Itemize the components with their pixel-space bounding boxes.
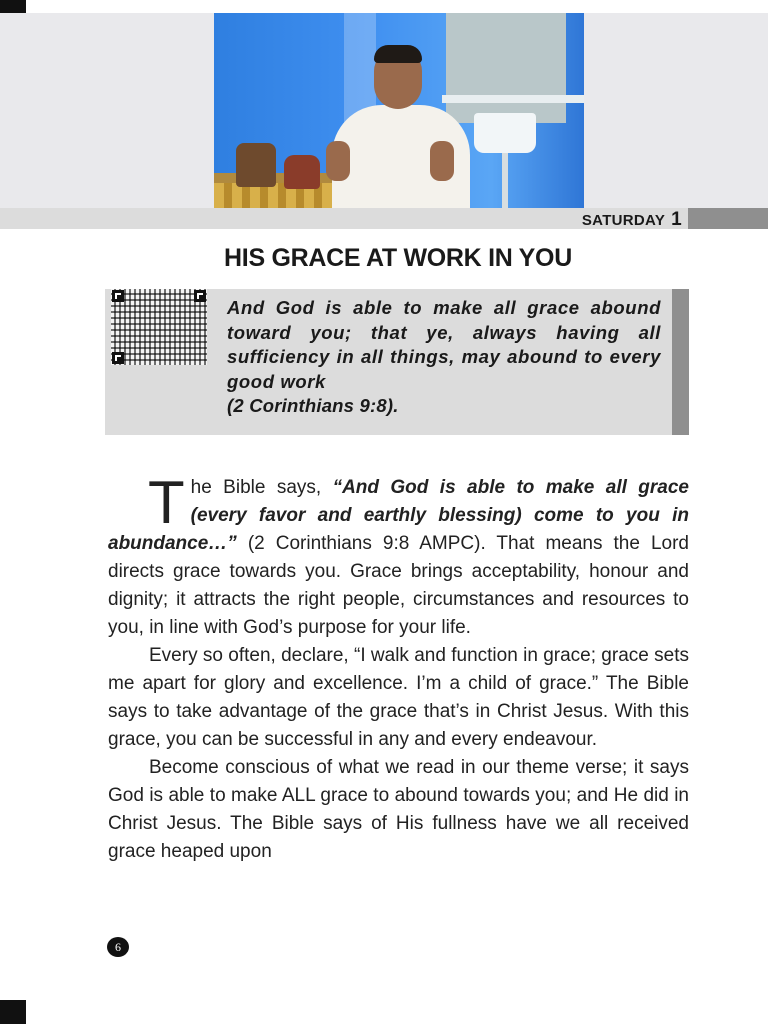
page-title: HIS GRACE AT WORK IN YOU [224,244,572,272]
paragraph-1-rest: (2 Corinthians 9:8 AMPC). That means the Lord directs grace towards you. Grace brings acceptability, honour and dignity; it attracts the right people, circumstances and resources to you, in line with God’s purpose for your life. [108,533,689,638]
day-name: SATURDAY [581,212,666,229]
paragraph-2: Every so often, declare, “I walk and function in grace; grace sets me apart for glory and excellence. I’m a child of grace.” The Bible says to take advantage of the grace that’s in Christ Jesus. With this grace, you can be successful in any and every endeavour. [108,645,689,750]
verse-text: And God is able to make all grace abound toward you; that ye, always having all sufficiency in all things, may abound to every good work [227,297,661,392]
day-number: 1 [671,209,682,230]
drop-cap: T [148,469,185,536]
verse-reference: (2 Corinthians 9:8). [227,395,399,417]
paragraph-3: Become conscious of what we read in our theme verse; it says God is able to make ALL grace to abound towards you; and He did in Christ Jesus. The Bible says of His fullness have we all received grace heaped upon [108,757,689,862]
paragraph-1 [108,469,689,642]
devotional-body [108,469,689,866]
theme-verse-box [105,289,689,435]
scripture-quote: “And God is able to make all grace (every favor and earthly blessing) come to you in abundance…” [108,477,689,554]
qr-code-icon[interactable] [111,289,207,365]
verse-box-edge [672,289,689,435]
page-number: 6 [107,937,129,957]
theme-verse [227,296,661,419]
corner-crop-mark-bottom [0,1000,26,1024]
day-label [582,208,682,229]
header-photo [214,13,584,208]
paragraph-1-lead: he Bible says, [190,477,333,498]
